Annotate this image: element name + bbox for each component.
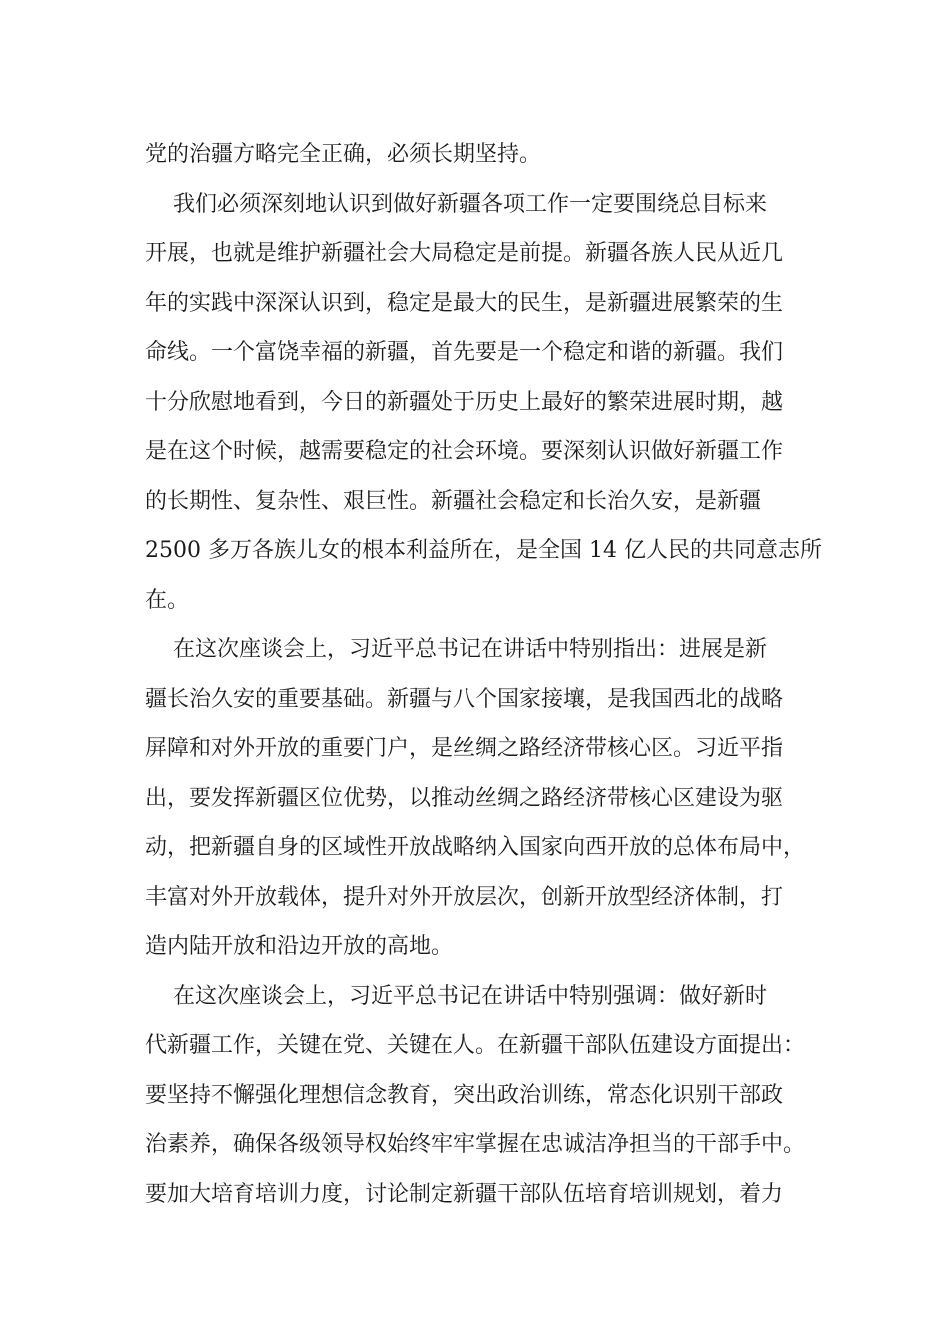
text-line: 的长期性、复杂性、艰巨性。新疆社会稳定和长治久安，是新疆 [145,488,762,514]
text-line: 年的实践中深深认识到，稳定是最大的民生，是新疆进展繁荣的生 [145,290,784,316]
text-line: 出，要发挥新疆区位优势，以推动丝绸之路经济带核心区建设为驱 [145,785,784,811]
paragraph-2 [145,180,825,626]
text-line: 疆长治久安的重要基础。新疆与八个国家接壤，是我国西北的战略 [145,686,784,712]
document-body [145,130,825,1219]
text-line: 在这次座谈会上，习近平总书记在讲话中特别指出：进展是新 [145,637,767,662]
text-line: 要加大培育培训力度，讨论制定新疆干部队伍培育培训规划，着力 [145,1181,784,1207]
text-line: 在。 [145,587,190,613]
text-line: 在这次座谈会上，习近平总书记在讲话中特别强调：做好新时 [145,983,767,1009]
text-line: 命线。一个富饶幸福的新疆，首先要是一个稳定和谐的新疆。我们 [145,340,784,365]
text-line: 动，把新疆自身的区域性开放战略纳入国家向西开放的总体布局中， [145,835,806,860]
text-line: 要坚持不懈强化理想信念教育，突出政治训练，常态化识别干部政 [145,1082,784,1108]
text-line: 治素养，确保各级领导权始终牢牢掌握在忠诚洁净担当的干部手中。 [145,1132,806,1157]
paragraph-3 [145,625,825,972]
text-line: 开展，也就是维护新疆社会大局稳定是前提。新疆各族人民从近几 [145,241,784,266]
paragraph-4 [145,972,825,1220]
paragraph-1 [145,130,825,180]
text-line: 屏障和对外开放的重要门户，是丝绸之路经济带核心区。习近平指 [145,736,784,761]
text-line: 是在这个时候，越需要稳定的社会环境。要深刻认识做好新疆工作 [145,439,784,464]
text-line: 党的治疆方略完全正确，必须长期坚持。 [145,142,542,167]
text-line: 我们必须深刻地认识到做好新疆各项工作一定要围绕总目标来 [145,191,767,217]
text-line: 丰富对外开放载体，提升对外开放层次，创新开放型经济体制，打 [145,884,784,910]
text-line: 2500 多万各族儿女的根本利益所在，是全国 14 亿人民的共同意志所 [145,538,822,563]
text-line: 造内陆开放和沿边开放的高地。 [145,934,454,959]
text-line: 十分欣慰地看到，今日的新疆处于历史上最好的繁荣进展时期，越 [145,389,784,415]
text-line: 代新疆工作，关键在党、关键在人。在新疆干部队伍建设方面提出： [145,1033,806,1058]
